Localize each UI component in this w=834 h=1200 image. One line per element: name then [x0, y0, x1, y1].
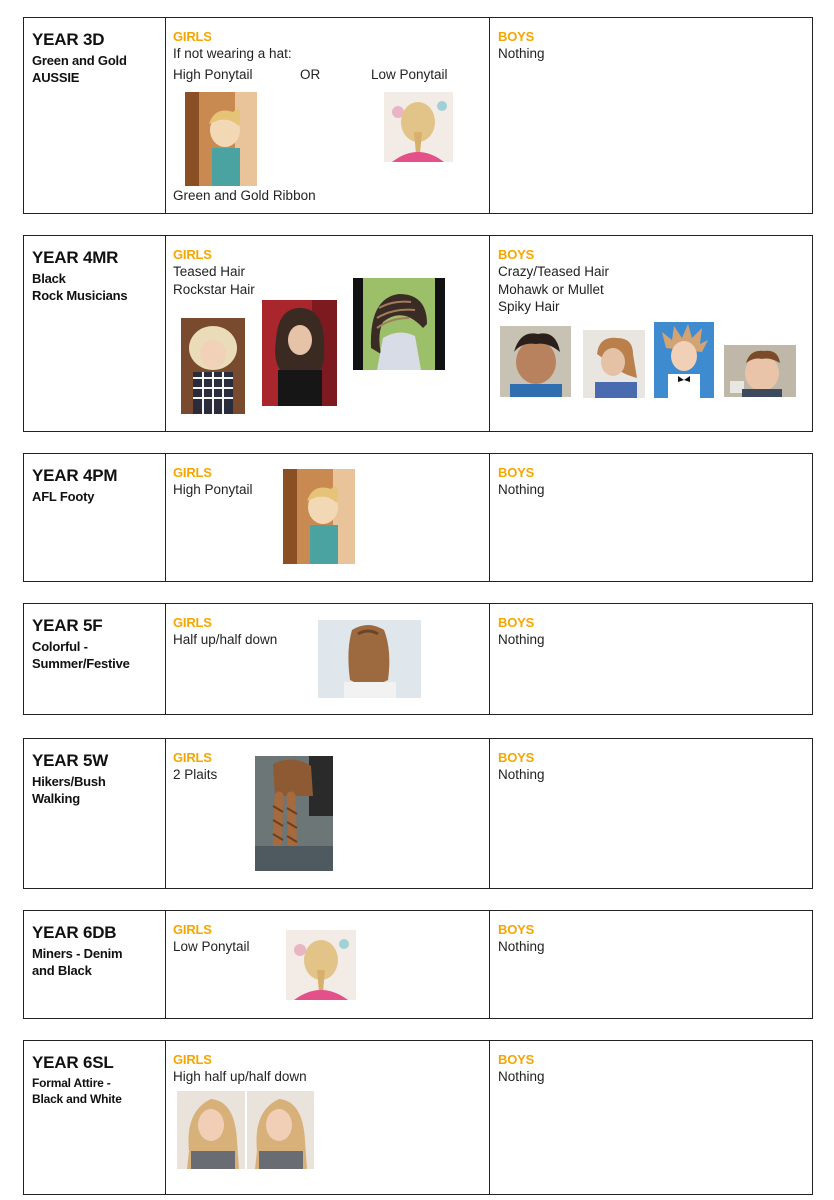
girls-option-or: OR — [300, 67, 321, 82]
girls-cell — [166, 236, 490, 431]
year-cell — [24, 739, 166, 888]
girls-option-high: High Ponytail — [173, 67, 253, 82]
row-year-5w — [23, 738, 813, 889]
theme-text: Formal Attire - Black and White — [32, 1076, 122, 1106]
boys-cell — [490, 1041, 812, 1194]
high-half-up-half-down-photo — [177, 1091, 314, 1169]
girls-text: Teased Hair Rockstar Hair — [173, 264, 255, 297]
year-title: YEAR 3D — [32, 30, 105, 49]
rockstar-hair-photo — [262, 300, 337, 406]
year-cell — [24, 454, 166, 581]
boys-cell — [490, 911, 812, 1018]
girls-text: Low Ponytail — [173, 939, 250, 954]
boys-text: Nothing — [498, 46, 545, 61]
theme-text: Miners - Denim and Black — [32, 946, 123, 978]
boys-text: Nothing — [498, 767, 545, 782]
boys-cell — [490, 454, 812, 581]
row-year-3d — [23, 17, 813, 214]
year-cell — [24, 236, 166, 431]
boys-heading: BOYS — [498, 615, 535, 630]
girls-cell — [166, 911, 490, 1018]
mullet-photo — [583, 330, 645, 398]
row-year-6db — [23, 910, 813, 1019]
row-year-4mr — [23, 235, 813, 432]
high-ponytail-photo — [283, 469, 355, 564]
boys-text: Nothing — [498, 939, 545, 954]
year-title: YEAR 5W — [32, 751, 109, 770]
girls-heading: GIRLS — [173, 29, 212, 44]
girls-text: High half up/half down — [173, 1069, 307, 1084]
boys-text: Nothing — [498, 632, 545, 647]
short-spiky-photo — [724, 345, 796, 397]
boys-text: Nothing — [498, 1069, 545, 1084]
boys-heading: BOYS — [498, 465, 535, 480]
year-title: YEAR 4PM — [32, 466, 118, 485]
girls-cell — [166, 18, 490, 213]
girls-heading: GIRLS — [173, 922, 212, 937]
theme-text: Colorful - Summer/Festive — [32, 639, 130, 671]
year-cell — [24, 18, 166, 213]
two-plaits-photo — [255, 756, 333, 871]
year-title: YEAR 5F — [32, 616, 103, 635]
year-cell — [24, 1041, 166, 1194]
girls-heading: GIRLS — [173, 1052, 212, 1067]
boys-heading: BOYS — [498, 247, 535, 262]
row-year-4pm — [23, 453, 813, 582]
boys-cell — [490, 604, 812, 714]
year-cell — [24, 911, 166, 1018]
row-year-6sl — [23, 1040, 813, 1195]
girls-heading: GIRLS — [173, 750, 212, 765]
boys-text: Crazy/Teased Hair Mohawk or Mullet Spiky Hair — [498, 264, 610, 314]
boys-text: Nothing — [498, 482, 545, 497]
ribbon-note: Green and Gold Ribbon — [173, 188, 316, 203]
boys-cell — [490, 236, 812, 431]
girls-cell — [166, 454, 490, 581]
girls-cell — [166, 739, 490, 888]
year-title: YEAR 4MR — [32, 248, 119, 267]
boys-cell — [490, 18, 812, 213]
girls-note: If not wearing a hat: — [173, 46, 292, 61]
boys-cell — [490, 739, 812, 888]
spiky-hair-photo — [654, 322, 714, 398]
girls-text: High Ponytail — [173, 482, 253, 497]
half-up-half-down-photo — [318, 620, 421, 698]
boys-heading: BOYS — [498, 1052, 535, 1067]
girls-cell — [166, 604, 490, 714]
year-title: YEAR 6SL — [32, 1053, 114, 1072]
theme-text: Green and Gold AUSSIE — [32, 53, 127, 85]
girls-heading: GIRLS — [173, 247, 212, 262]
girls-heading: GIRLS — [173, 465, 212, 480]
theme-text: Hikers/Bush Walking — [32, 774, 106, 806]
theme-text: Black Rock Musicians — [32, 271, 128, 303]
crazy-hair-photo — [500, 326, 571, 397]
boys-heading: BOYS — [498, 750, 535, 765]
braided-hair-photo — [353, 278, 445, 370]
girls-option-low: Low Ponytail — [371, 67, 448, 82]
row-year-5f — [23, 603, 813, 715]
high-ponytail-photo — [185, 92, 257, 186]
year-title: YEAR 6DB — [32, 923, 117, 942]
girls-heading: GIRLS — [173, 615, 212, 630]
boys-heading: BOYS — [498, 922, 535, 937]
girls-text: Half up/half down — [173, 632, 278, 647]
boys-heading: BOYS — [498, 29, 535, 44]
low-ponytail-photo — [286, 930, 356, 1000]
girls-cell — [166, 1041, 490, 1194]
girls-text: 2 Plaits — [173, 767, 218, 782]
year-cell — [24, 604, 166, 714]
low-ponytail-photo — [384, 92, 453, 162]
teased-hair-photo — [181, 318, 245, 414]
theme-text: AFL Footy — [32, 489, 95, 504]
